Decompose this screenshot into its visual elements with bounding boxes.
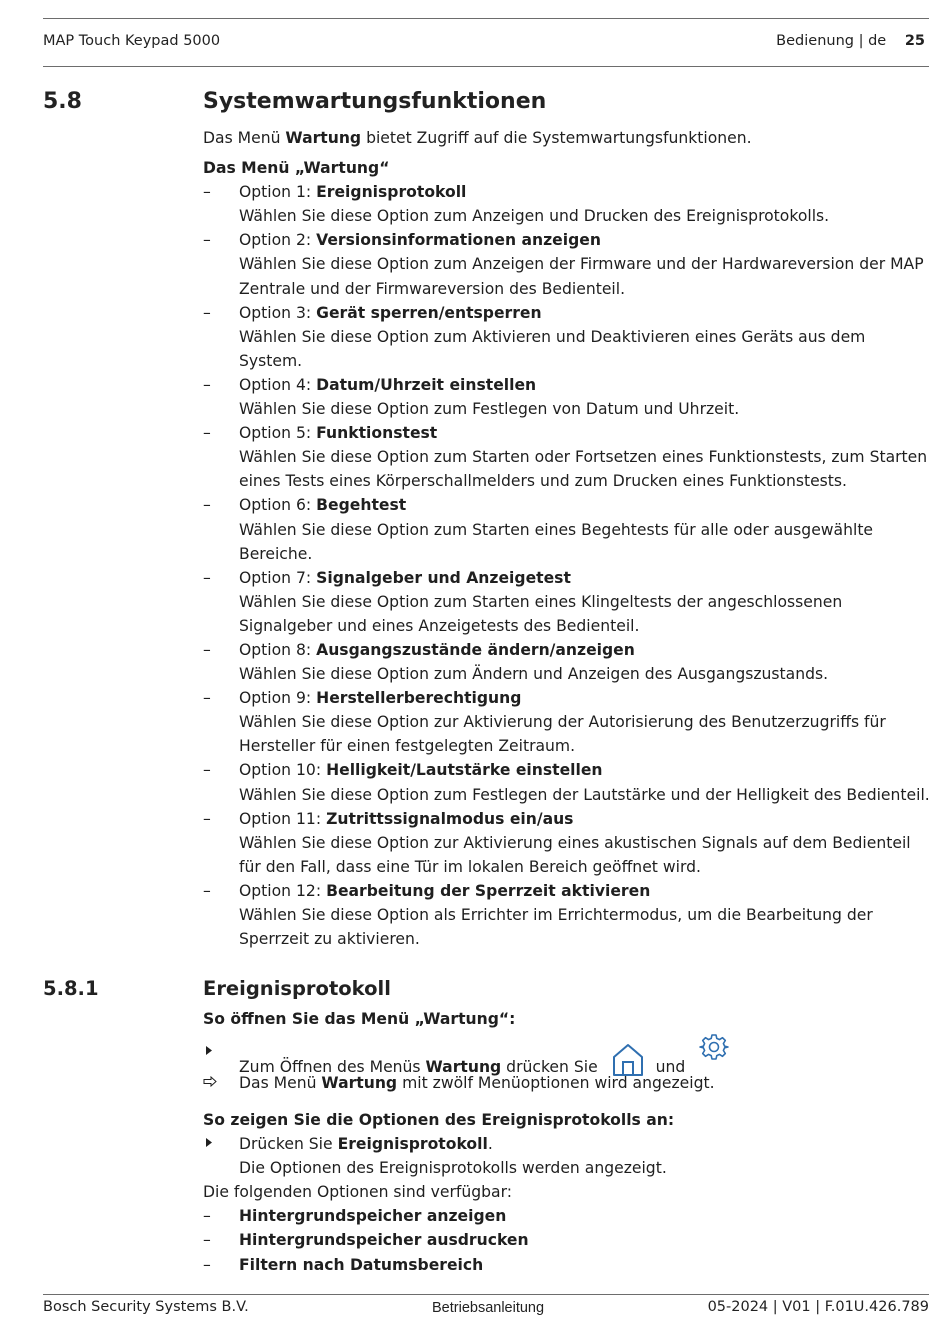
option-item bbox=[203, 686, 933, 758]
option-prefix: Option 8: bbox=[239, 640, 317, 659]
section-intro bbox=[203, 126, 933, 150]
option-item bbox=[203, 493, 933, 565]
option-list bbox=[203, 180, 933, 951]
option-prefix: Option 2: bbox=[239, 231, 317, 250]
option-description: Wählen Sie diese Option zum Aktivieren und Deaktivieren eines Geräts aus dem System. bbox=[239, 327, 866, 370]
step1-text-mid: drücken Sie bbox=[501, 1058, 603, 1076]
option-name: Ausgangszustände ändern/anzeigen bbox=[316, 640, 635, 659]
list-dash: – bbox=[203, 183, 211, 202]
list-dash: – bbox=[203, 303, 211, 322]
gear-icon[interactable] bbox=[699, 1032, 729, 1062]
option-item bbox=[203, 758, 933, 806]
available-option-item bbox=[203, 1204, 933, 1228]
option-name: Versionsinformationen anzeigen bbox=[316, 231, 601, 250]
option-prefix: Option 1: bbox=[239, 183, 317, 202]
option-description: Wählen Sie diese Option als Errichter im Errichtermodus, um die Bearbeitung der Sperrzeit zu aktivieren. bbox=[239, 906, 873, 949]
section-body bbox=[203, 126, 933, 951]
open-steps bbox=[203, 1032, 933, 1095]
header-right bbox=[776, 33, 925, 49]
result-arrow-icon bbox=[203, 1071, 217, 1095]
subsection-heading-block bbox=[203, 1007, 933, 1031]
option-prefix: Option 4: bbox=[239, 375, 317, 394]
option-description: Wählen Sie diese Option zum Starten eines Klingeltests der angeschlossenen Signalgeber und eines Anzeigetests des Bedienteil. bbox=[239, 592, 843, 635]
option-item bbox=[203, 566, 933, 638]
option-prefix: Option 7: bbox=[239, 568, 317, 587]
list-dash: – bbox=[203, 424, 211, 443]
intro-text-end: bietet Zugriff auf die Systemwartungsfunktionen. bbox=[361, 129, 752, 147]
option-item bbox=[203, 228, 933, 300]
list-dash: – bbox=[203, 689, 211, 708]
available-option-item bbox=[203, 1253, 933, 1277]
available-option-item bbox=[203, 1228, 933, 1252]
available-option-name: Hintergrundspeicher ausdrucken bbox=[239, 1231, 529, 1250]
option-name: Helligkeit/Lautstärke einstellen bbox=[326, 761, 603, 780]
option-description: Wählen Sie diese Option zum Starten eines Begehtests für alle oder ausgewählte Bereiche. bbox=[239, 520, 874, 563]
step1-text: Zum Öffnen des Menüs bbox=[239, 1058, 426, 1076]
option-name: Herstellerberechtigung bbox=[316, 689, 522, 708]
option-description: Wählen Sie diese Option zum Festlegen der Lautstärke und der Helligkeit des Bedienteil. bbox=[239, 785, 930, 804]
option-description: Wählen Sie diese Option zum Starten oder Fortsetzen eines Funktionstests, zum Starten eines Tests eines Körperschallmelders und zum Drucken eines Funktionstests. bbox=[239, 448, 928, 491]
option-name: Zutrittssignalmodus ein/aus bbox=[326, 809, 574, 828]
list-dash: – bbox=[203, 568, 211, 587]
option-name: Signalgeber und Anzeigetest bbox=[316, 568, 571, 587]
step2-period: . bbox=[487, 1135, 493, 1154]
header-product-name: MAP Touch Keypad 5000 bbox=[43, 33, 221, 49]
section-number: 5.8 bbox=[43, 89, 82, 114]
available-options-text: Die folgenden Optionen sind verfügbar: bbox=[203, 1183, 512, 1202]
step2-text: Drücken Sie bbox=[239, 1135, 338, 1154]
option-description: Wählen Sie diese Option zum Ändern und Anzeigen des Ausgangszustands. bbox=[239, 665, 829, 684]
subsection-number: 5.8.1 bbox=[43, 977, 99, 1000]
option-item bbox=[203, 373, 933, 421]
option-item bbox=[203, 807, 933, 879]
intro-text: Das Menü bbox=[203, 129, 286, 147]
option-prefix: Option 3: bbox=[239, 303, 317, 322]
step2-option-name: Ereignisprotokoll bbox=[337, 1135, 488, 1154]
option-name: Bearbeitung der Sperrzeit aktivieren bbox=[326, 881, 651, 900]
triangle-right-icon bbox=[205, 1132, 213, 1156]
intro-menu-name: Wartung bbox=[285, 129, 362, 147]
show-options-block bbox=[203, 1108, 933, 1277]
option-name: Ereignisprotokoll bbox=[316, 183, 467, 202]
option-name: Gerät sperren/entsperren bbox=[316, 303, 542, 322]
list-dash: – bbox=[203, 809, 211, 828]
option-item bbox=[203, 421, 933, 493]
available-option-name: Filtern nach Datumsbereich bbox=[239, 1255, 484, 1274]
header-bottom-rule bbox=[43, 66, 929, 67]
option-prefix: Option 9: bbox=[239, 689, 317, 708]
subsection-title: Ereignisprotokoll bbox=[203, 977, 391, 1000]
step1-and: und bbox=[650, 1058, 686, 1076]
option-prefix: Option 5: bbox=[239, 424, 317, 443]
option-name: Begehtest bbox=[316, 496, 407, 515]
result-text: Das Menü bbox=[239, 1074, 322, 1092]
list-dash: – bbox=[203, 375, 211, 394]
option-item bbox=[203, 180, 933, 228]
option-name: Funktionstest bbox=[316, 424, 438, 443]
header-section: Bedienung | de bbox=[776, 33, 887, 49]
footer-company: Bosch Security Systems B.V. bbox=[43, 1299, 249, 1315]
result-text-end: mit zwölf Menüoptionen wird angezeigt. bbox=[397, 1074, 715, 1092]
list-dash: – bbox=[203, 231, 211, 250]
option-prefix: Option 11: bbox=[239, 809, 327, 828]
list-dash: – bbox=[203, 1231, 211, 1250]
header-top-rule bbox=[43, 18, 929, 19]
option-description: Wählen Sie diese Option zur Aktivierung der Autorisierung des Benutzerzugriffs für Hersteller für einen festgelegten Zeitraum. bbox=[239, 713, 886, 756]
footer-rule bbox=[43, 1294, 929, 1295]
option-prefix: Option 10: bbox=[239, 761, 327, 780]
footer-doc-id: 05-2024 | V01 | F.01U.426.789 bbox=[707, 1299, 929, 1315]
available-option-name: Hintergrundspeicher anzeigen bbox=[239, 1207, 507, 1226]
section-title: Systemwartungsfunktionen bbox=[203, 89, 547, 114]
available-options-list bbox=[203, 1204, 933, 1276]
option-prefix: Option 6: bbox=[239, 496, 317, 515]
show-options-heading: So zeigen Sie die Optionen des Ereignisprotokolls an: bbox=[203, 1111, 675, 1129]
option-description: Wählen Sie diese Option zum Anzeigen und Drucken des Ereignisprotokolls. bbox=[239, 207, 830, 226]
option-item bbox=[203, 638, 933, 686]
option-item bbox=[203, 879, 933, 951]
option-item bbox=[203, 301, 933, 373]
list-dash: – bbox=[203, 1207, 211, 1226]
footer-doc-type: Betriebsanleitung bbox=[432, 1300, 545, 1316]
list-dash: – bbox=[203, 881, 211, 900]
list-dash: – bbox=[203, 640, 211, 659]
option-description: Wählen Sie diese Option zur Aktivierung eines akustischen Signals auf dem Bedienteil für den Fall, dass eine Tür im lokalen Bereich geöffnet wird. bbox=[239, 833, 911, 876]
list-dash: – bbox=[203, 1255, 211, 1274]
result-menu-name: Wartung bbox=[321, 1074, 398, 1092]
option-name: Datum/Uhrzeit einstellen bbox=[316, 375, 537, 394]
list-dash: – bbox=[203, 761, 211, 780]
option-description: Wählen Sie diese Option zum Anzeigen der Firmware und der Hardwareversion der MAP Zentrale und der Firmwareversion des Bedienteil. bbox=[239, 255, 924, 298]
step-result bbox=[203, 1071, 933, 1095]
list-dash: – bbox=[203, 496, 211, 515]
triangle-right-icon bbox=[205, 1032, 213, 1072]
option-description: Wählen Sie diese Option zum Festlegen von Datum und Uhrzeit. bbox=[239, 400, 740, 419]
step1-menu-name: Wartung bbox=[425, 1058, 502, 1076]
option-prefix: Option 12: bbox=[239, 881, 327, 900]
step2-result: Die Optionen des Ereignisprotokolls werden angezeigt. bbox=[239, 1159, 667, 1178]
step-press-event-log bbox=[203, 1132, 933, 1180]
menu-heading: Das Menü „Wartung“ bbox=[203, 159, 390, 178]
page-number: 25 bbox=[904, 33, 925, 49]
open-menu-heading: So öffnen Sie das Menü „Wartung“: bbox=[203, 1010, 516, 1028]
